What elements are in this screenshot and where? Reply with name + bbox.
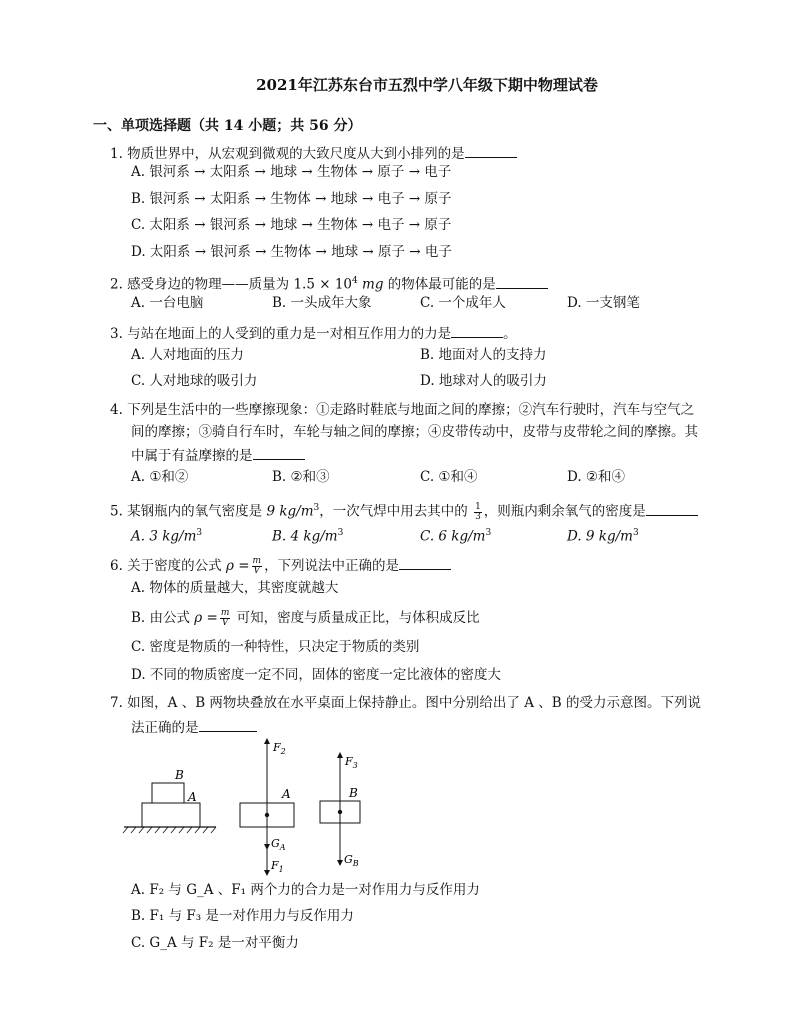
- section-heading: 一、单项选择题（共 14 小题；共 56 分）: [93, 118, 362, 134]
- question-7-line-1: 7. 如图，A 、B 两物块叠放在水平桌面上保持静止。图中分别给出了 A 、B 的受力示意图。下列说: [110, 695, 701, 711]
- force-diagram: [120, 735, 380, 880]
- label-ga: $G_A$: [271, 837, 286, 852]
- q5-option-a[interactable]: A. 3 $kg/m^3$: [131, 528, 203, 545]
- answer-blank[interactable]: [496, 274, 548, 289]
- page-title: 2021年江苏东台市五烈中学八年级下期中物理试卷: [256, 76, 598, 94]
- q2-option-a[interactable]: A. 一台电脑: [131, 295, 204, 311]
- q1-option-a[interactable]: A. 银河系 → 太阳系 → 地球 → 生物体 → 原子 → 电子: [131, 164, 452, 180]
- answer-blank[interactable]: [451, 323, 503, 338]
- q4-option-a[interactable]: A. ①和②: [131, 469, 189, 485]
- q2-option-d[interactable]: D. 一支钢笔: [567, 295, 640, 311]
- q7-option-b[interactable]: B. F₁ 与 F₃ 是一对作用力与反作用力: [131, 908, 354, 924]
- question-4-line-2: 间的摩擦；③骑自行车时，车轮与轴之间的摩擦；④皮带传动中，皮带与皮带轮之间的摩擦。其: [131, 424, 698, 440]
- question-3-stem: 3. 与站在地面上的人受到的重力是一对相互作用力的力是 。: [110, 323, 517, 343]
- answer-blank[interactable]: [253, 445, 305, 460]
- q4-option-b[interactable]: B. ②和③: [272, 469, 330, 485]
- q6-option-a[interactable]: A. 物体的质量越大，其密度就越大: [131, 580, 339, 596]
- label-a: A: [188, 790, 197, 804]
- q7-option-a[interactable]: A. F₂ 与 G_A 、F₁ 两个力的合力是一对作用力与反作用力: [131, 882, 480, 898]
- label-f3: $F_3$: [345, 755, 358, 770]
- question-4-line-3: 中属于有益摩擦的是: [131, 445, 305, 465]
- answer-blank[interactable]: [465, 143, 517, 158]
- block-a-free-body: [240, 741, 294, 874]
- question-7-line-2: 法正确的是: [131, 717, 257, 737]
- question-5-stem: 5. 某钢瓶内的氧气密度是 9 $kg/m^3$，一次气焊中用去其中的 $\frac{1}{3}$ ，则瓶内剩余氧气的密度是: [110, 499, 698, 522]
- label-a: A: [282, 787, 291, 801]
- q3-option-d[interactable]: D. 地球对人的吸引力: [420, 373, 547, 389]
- q1-option-c[interactable]: C. 太阳系 → 银河系 → 地球 → 生物体 → 电子 → 原子: [131, 217, 452, 233]
- q5-option-b[interactable]: B. 4 $kg/m^3$: [272, 528, 344, 545]
- fraction: $\frac{m}{V}$: [220, 608, 230, 628]
- q1-option-b[interactable]: B. 银河系 → 太阳系 → 生物体 → 地球 → 电子 → 原子: [131, 191, 452, 207]
- q3-option-c[interactable]: C. 人对地球的吸引力: [131, 373, 258, 389]
- q3-option-b[interactable]: B. 地面对人的支持力: [420, 347, 547, 363]
- answer-blank[interactable]: [199, 717, 257, 732]
- fraction: $\frac{1}{3}$: [475, 501, 481, 522]
- label-f1: $F_1$: [271, 859, 284, 874]
- q5-option-d[interactable]: D. 9 $kg/m^3$: [567, 528, 639, 545]
- q2-option-c[interactable]: C. 一个成年人: [420, 295, 506, 311]
- q6-option-c[interactable]: C. 密度是物质的一种特性，只决定于物质的类别: [131, 639, 420, 655]
- question-2-stem: 2. 感受身边的物理——质量为 $1.5 \times 10^4$ mg 的物体最可能的是: [110, 272, 548, 294]
- label-gb: $G_B$: [344, 853, 359, 868]
- stacked-blocks: [123, 768, 216, 833]
- fraction: $\frac{m}{V}$: [252, 556, 262, 576]
- q4-option-d[interactable]: D. ②和④: [567, 469, 626, 485]
- label-b: B: [349, 786, 358, 800]
- q6-option-d[interactable]: D. 不同的物质密度一定不同，固体的密度一定比液体的密度大: [131, 667, 501, 683]
- q6-option-b[interactable]: B. 由公式 ρ = $\frac{m}{V}$ 可知，密度与质量成正比，与体积成反比: [131, 608, 480, 628]
- answer-blank[interactable]: [399, 555, 451, 570]
- question-1-stem: 1. 物质世界中，从宏观到微观的大致尺度从大到小排列的是: [110, 143, 517, 163]
- q4-option-c[interactable]: C. ①和④: [420, 469, 478, 485]
- label-b: B: [175, 768, 184, 782]
- question-4-line-1: 4. 下列是生活中的一些摩擦现象：①走路时鞋底与地面之间的摩擦；②汽车行驶时，汽车与空气之: [110, 402, 695, 418]
- q3-option-a[interactable]: A. 人对地面的压力: [131, 347, 244, 363]
- answer-blank[interactable]: [646, 501, 698, 516]
- block-b-free-body: [320, 755, 360, 868]
- q7-option-c[interactable]: C. G_A 与 F₂ 是一对平衡力: [131, 935, 299, 951]
- q1-option-d[interactable]: D. 太阳系 → 银河系 → 生物体 → 地球 → 原子 → 电子: [131, 244, 452, 260]
- q2-option-b[interactable]: B. 一头成年大象: [272, 295, 372, 311]
- question-6-stem: 6. 关于密度的公式 ρ = $\frac{m}{V}$ ，下列说法中正确的是: [110, 555, 451, 576]
- q5-option-c[interactable]: C. 6 $kg/m^3$: [420, 528, 492, 545]
- label-f2: $F_2$: [273, 741, 286, 756]
